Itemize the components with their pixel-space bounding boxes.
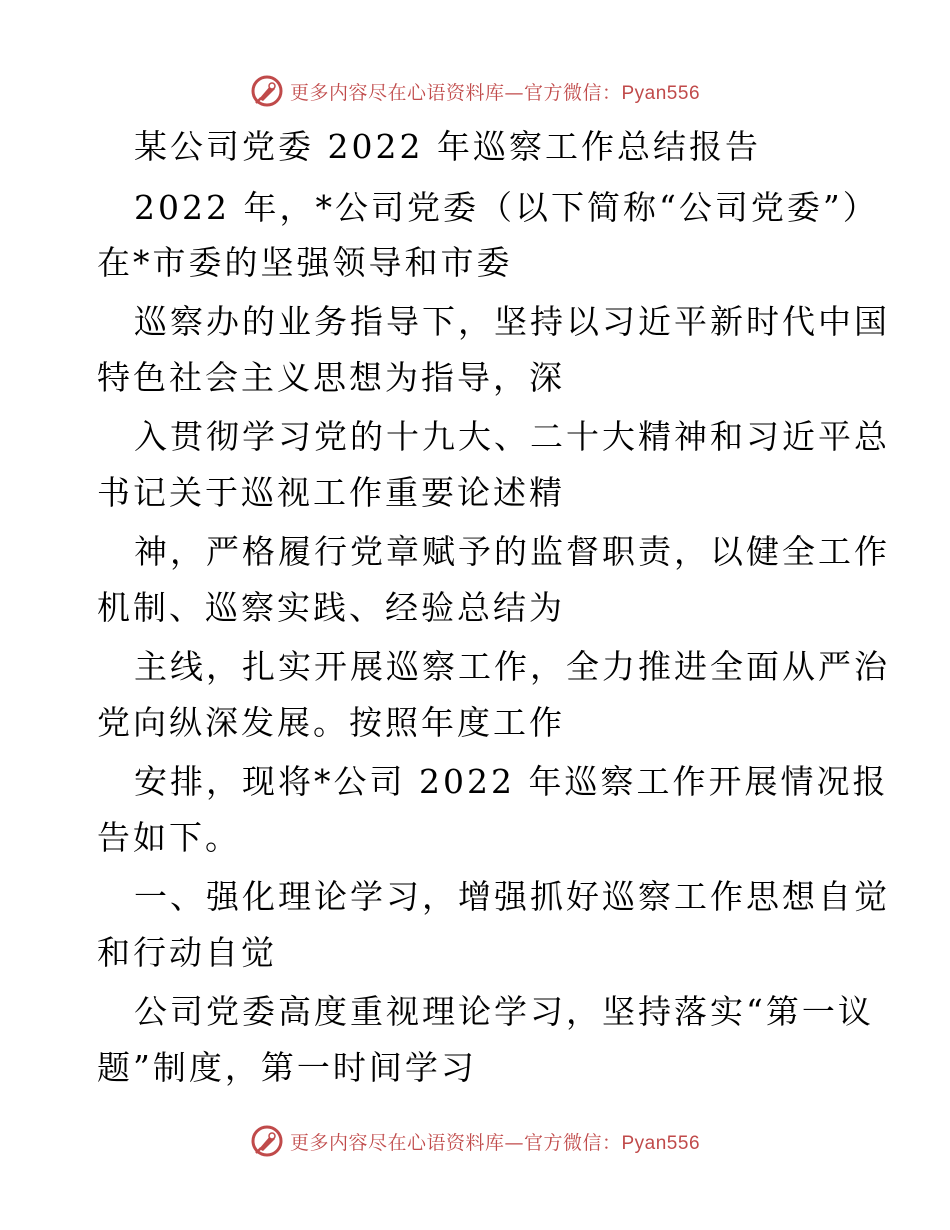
paragraph-line: 在*市委的坚强领导和市委: [97, 243, 513, 282]
pen-nib-logo-icon: [250, 1124, 284, 1158]
paragraph-line: 机制、巡察实践、经验总结为: [97, 588, 565, 627]
paragraph-line: 公司党委高度重视理论学习，坚持落实“第一议: [134, 992, 874, 1031]
header-watermark: [0, 71, 950, 111]
watermark-text: 更多内容尽在心语资料库—官方微信：Pyan556: [289, 1131, 701, 1154]
pen-nib-logo-icon: [250, 74, 284, 108]
paragraph-line: 神，严格履行党章赋予的监督职责，以健全工作: [134, 532, 890, 571]
watermark-handle: Pyan556: [621, 1132, 701, 1154]
paragraph-line: 书记关于巡视工作重要论述精: [97, 473, 565, 512]
paragraph-line: 告如下。: [97, 818, 241, 857]
paragraph-line: 安排，现将*公司 2022 年巡察工作开展情况报: [134, 762, 889, 801]
section-heading: 和行动自觉: [97, 933, 277, 972]
paragraph-line: 题”制度，第一时间学习: [97, 1048, 477, 1087]
paragraph-line: 主线，扎实开展巡察工作，全力推进全面从严治: [134, 647, 890, 686]
paragraph-line: 党向纵深发展。按照年度工作: [97, 703, 565, 742]
watermark-handle: Pyan556: [621, 82, 701, 104]
footer-watermark: [0, 1121, 950, 1161]
paragraph-line: 特色社会主义思想为指导，深: [97, 358, 565, 397]
paragraph-line: 巡察办的业务指导下，坚持以习近平新时代中国: [134, 302, 890, 341]
watermark-text: 更多内容尽在心语资料库—官方微信：Pyan556: [289, 81, 701, 104]
paragraph-line: 2022 年，*公司党委（以下简称“公司党委”）: [134, 188, 879, 227]
section-heading: 一、强化理论学习，增强抓好巡察工作思想自觉: [134, 877, 890, 916]
document-title: 某公司党委 2022 年巡察工作总结报告: [134, 127, 761, 166]
paragraph-line: 入贯彻学习党的十九大、二十大精神和习近平总: [134, 417, 890, 456]
